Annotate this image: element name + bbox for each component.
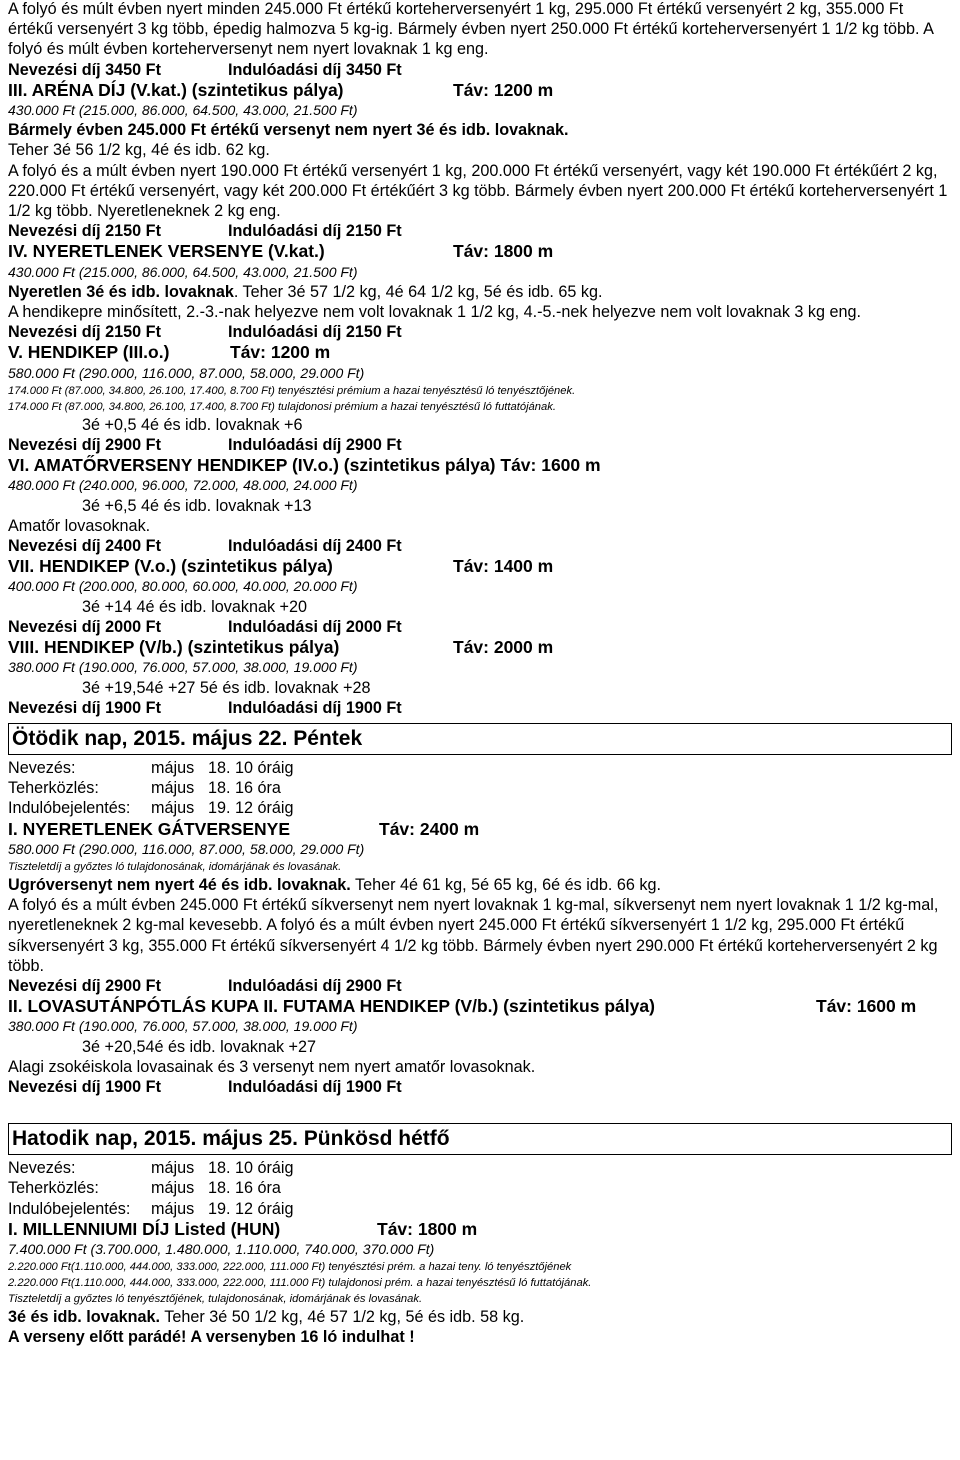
- race-8-prizes: 380.000 Ft (190.000, 76.000, 57.000, 38.000, 19.000 Ft): [8, 659, 358, 676]
- day-5-race-1-trophy-note: Tiszteletdíj a győztes ló tulajdonosának, idomárjának és lovasának.: [8, 860, 342, 873]
- entry-fee: Nevezési díj 1900 Ft: [8, 1077, 161, 1096]
- race-4-fee-line: [8, 322, 952, 342]
- race-7-handicap: 3é +14 4é és idb. lovaknak +20: [82, 597, 307, 616]
- day-6-race-1-title: I. MILLENNIUMI DÍJ Listed (HUN): [8, 1218, 281, 1239]
- race-8-handicap: 3é +19,54é +27 5é és idb. lovaknak +28: [82, 678, 371, 697]
- day-6-race-1-title-line: [8, 1219, 952, 1239]
- day-6-race-1-condition-rest: Teher 3é 50 1/2 kg, 4é 57 1/2 kg, 5é és idb. 58 kg.: [160, 1308, 525, 1327]
- day-6-race-1-owner-premium: 2.220.000 Ft(1.110.000, 444.000, 333.000, 222.000, 111.000 Ft) tulajdonosi prém. a hazai tenyésztésű ló futtatójának.: [8, 1277, 592, 1290]
- race-5-title-line: [8, 342, 952, 362]
- starting-fee: Indulóadási díj 2150 Ft: [228, 323, 402, 342]
- schedule-month: május: [151, 758, 195, 777]
- schedule-value: 18. 10 óráig: [208, 758, 294, 777]
- race-8-title-line: [8, 637, 952, 657]
- top-fee-line: [8, 60, 952, 80]
- day-6-race-1-condition: [8, 1307, 952, 1327]
- day-6-header: Hatodik nap, 2015. május 25. Pünkösd hétfő: [8, 1123, 952, 1155]
- schedule-row: [8, 798, 952, 818]
- race-5-breeder-premium: 174.000 Ft (87.000, 34.800, 26.100, 17.400, 8.700 Ft) tenyésztési prémium a hazai tenyésztésű ló tenyésztőjének.: [8, 384, 576, 397]
- day-5-race-2-condition: Alagi zsokéiskola lovasainak és 3 versenyt nem nyert amatőr lovasoknak.: [8, 1057, 536, 1076]
- day-5-race-2-distance: Táv: 1600 m: [816, 996, 917, 1017]
- day-5-race-1-title: I. NYERETLENEK GÁTVERSENYE: [8, 818, 290, 839]
- schedule-month: május: [151, 1159, 195, 1178]
- day-5-race-1-paragraph: A folyó és a múlt évben 245.000 Ft értékű síkversenyt nem nyert lovaknak 1 kg-mal, síkversenyt nem nyert lovaknak 1 1/2 kg-mal, nyeretleneknek 2 kg-mal kevesebb. A folyó és a múlt évben nyert 245.000 Ft értékű síkversenyért 1 1/2 kg, 295.000 Ft értékű síkversenyért 3 kg, 355.000 Ft értékű síkversenyért 4 1/2 kg több. Bármely évben nyert 290.000 Ft értékű korteherversenyért 2 kg több.: [8, 896, 939, 975]
- day-5-race-2-fee-line: [8, 1077, 952, 1097]
- schedule-value: 19. 12 óráig: [208, 1199, 294, 1218]
- day-6-race-1-prizes: 7.400.000 Ft (3.700.000, 1.480.000, 1.110.000, 740.000, 370.000 Ft): [8, 1240, 435, 1257]
- race-4-condition-rest: . Teher 3é 57 1/2 kg, 4é 64 1/2 kg, 5é és idb. 65 kg.: [233, 282, 603, 301]
- entry-fee: Nevezési díj 2000 Ft: [8, 617, 161, 636]
- race-4-condition: [8, 282, 952, 302]
- day-5-race-2-title: II. LOVASUTÁNPÓTLÁS KUPA II. FUTAMA HENDIKEP (V/b.) (szintetikus pálya): [8, 996, 655, 1017]
- schedule-value: 18. 10 óráig: [208, 1159, 294, 1178]
- starting-fee: Indulóadási díj 2000 Ft: [228, 617, 402, 636]
- day-5-race-2-title-line: [8, 996, 952, 1016]
- day-5-race-1-prizes: 580.000 Ft (290.000, 116.000, 87.000, 58.000, 29.000 Ft): [8, 840, 365, 857]
- day-5-race-2-prizes: 380.000 Ft (190.000, 76.000, 57.000, 38.000, 19.000 Ft): [8, 1018, 358, 1035]
- starting-fee: Indulóadási díj 1900 Ft: [228, 698, 402, 717]
- starting-fee: Indulóadási díj 3450 Ft: [228, 60, 402, 79]
- race-4-paragraph: A hendikepre minősített, 2.-3.-nak helyezve nem volt lovaknak 1 1/2 kg, 4.-5.-nek helyezve nem volt lovaknak 3 kg eng.: [8, 303, 862, 322]
- race-8-title: VIII. HENDIKEP (V/b.) (szintetikus pálya): [8, 637, 340, 658]
- entry-fee: Nevezési díj 2150 Ft: [8, 222, 161, 241]
- day-5-race-1-title-line: [8, 819, 952, 839]
- race-8-distance: Táv: 2000 m: [453, 637, 554, 658]
- race-7-title: VII. HENDIKEP (V.o.) (szintetikus pálya): [8, 556, 333, 577]
- race-5-fee-line: [8, 435, 952, 455]
- race-7-prizes: 400.000 Ft (200.000, 80.000, 60.000, 40.000, 20.000 Ft): [8, 578, 358, 595]
- schedule-month: május: [151, 799, 195, 818]
- day-6-race-1-parade-note: A verseny előtt parádé! A versenyben 16 ló indulhat !: [8, 1328, 415, 1347]
- day-5-race-2-handicap: 3é +20,54é és idb. lovaknak +27: [82, 1037, 316, 1056]
- race-5-title: V. HENDIKEP (III.o.): [8, 342, 170, 363]
- day-6-race-1-breeder-premium: 2.220.000 Ft(1.110.000, 444.000, 333.000, 222.000, 111.000 Ft) tenyésztési prém. a hazai teny. ló tenyésztőjének: [8, 1261, 572, 1274]
- race-8-fee-line: [8, 698, 952, 718]
- race-4-title: IV. NYERETLENEK VERSENYE (V.kat.): [8, 241, 325, 262]
- race-7-distance: Táv: 1400 m: [453, 556, 554, 577]
- schedule-row: [8, 1158, 952, 1178]
- race-3-title-line: [8, 80, 952, 100]
- day-5-race-1-distance: Táv: 2400 m: [379, 818, 480, 839]
- schedule-month: május: [151, 1199, 195, 1218]
- race-4-distance: Táv: 1800 m: [453, 241, 554, 262]
- race-5-prizes: 580.000 Ft (290.000, 116.000, 87.000, 58.000, 29.000 Ft): [8, 364, 365, 381]
- race-3-condition-1: Bármely évben 245.000 Ft értékű versenyt nem nyert 3é és idb. lovaknak.: [8, 121, 569, 140]
- race-3-distance: Táv: 1200 m: [453, 79, 554, 100]
- entry-fee: Nevezési díj 2400 Ft: [8, 537, 161, 556]
- starting-fee: Indulóadási díj 2150 Ft: [228, 222, 402, 241]
- race-6-condition: Amatőr lovasoknak.: [8, 516, 151, 535]
- schedule-value: 18. 16 óra: [208, 1179, 281, 1198]
- starting-fee: Indulóadási díj 2400 Ft: [228, 537, 402, 556]
- race-3-condition-2: Teher 3é 56 1/2 kg, 4é és idb. 62 kg.: [8, 141, 270, 160]
- day-6-race-1-trophy-note: Tiszteletdíj a győztes ló tenyésztőjének, tulajdonosának, idomárjának és lovasának.: [8, 1293, 423, 1306]
- race-5-owner-premium: 174.000 Ft (87.000, 34.800, 26.100, 17.400, 8.700 Ft) tulajdonosi prémium a hazai tenyésztésű ló futtatójának.: [8, 400, 556, 413]
- schedule-row: [8, 1199, 952, 1219]
- day-5-race-1-fee-line: [8, 976, 952, 996]
- day-5-race-1-condition-rest: Teher 4é 61 kg, 5é 65 kg, 6é és idb. 66 kg.: [350, 875, 661, 894]
- race-5-distance: Táv: 1200 m: [230, 342, 331, 363]
- schedule-value: 19. 12 óráig: [208, 799, 294, 818]
- day-6-schedule: [8, 1158, 952, 1219]
- schedule-key: Teherközlés:: [8, 1179, 99, 1198]
- day-5-header: Ötödik nap, 2015. május 22. Péntek: [8, 723, 952, 755]
- schedule-row: [8, 758, 952, 778]
- schedule-month: május: [151, 1179, 195, 1198]
- schedule-row: [8, 1178, 952, 1198]
- starting-fee: Indulóadási díj 2900 Ft: [228, 436, 402, 455]
- entry-fee: Nevezési díj 2150 Ft: [8, 323, 161, 342]
- race-3-title: III. ARÉNA DÍJ (V.kat.) (szintetikus pálya): [8, 79, 344, 100]
- schedule-key: Nevezés:: [8, 1159, 76, 1178]
- race-6-handicap: 3é +6,5 4é és idb. lovaknak +13: [82, 496, 312, 515]
- starting-fee: Indulóadási díj 1900 Ft: [228, 1077, 402, 1096]
- entry-fee: Nevezési díj 1900 Ft: [8, 698, 161, 717]
- race-3-fee-line: [8, 221, 952, 241]
- race-4-prizes: 430.000 Ft (215.000, 86.000, 64.500, 43.000, 21.500 Ft): [8, 263, 358, 280]
- schedule-key: Indulóbejelentés:: [8, 799, 131, 818]
- race-4-title-line: [8, 241, 952, 261]
- race-6-fee-line: [8, 536, 952, 556]
- schedule-value: 18. 16 óra: [208, 779, 281, 798]
- race-5-handicap: 3é +0,5 4é és idb. lovaknak +6: [82, 415, 303, 434]
- entry-fee: Nevezési díj 2900 Ft: [8, 976, 161, 995]
- schedule-key: Nevezés:: [8, 758, 76, 777]
- top-conditions-paragraph: A folyó és múlt évben nyert minden 245.000 Ft értékű korteherversenyért 1 kg, 295.000 Ft értékű versenyért 2 kg, 355.000 Ft értékű versenyért 3 kg több, épedig halmozva 5 kg-ig. Bármely évben nyert 250.000 Ft értékű korteherversenyért 1 1/2 kg több. A folyó és múlt évben korteherversenyt nem nyert lovaknak 1 kg eng.: [8, 0, 934, 59]
- race-4-condition-bold: Nyeretlen 3é és idb. lovaknak: [8, 282, 234, 301]
- day-6-race-1-distance: Táv: 1800 m: [377, 1218, 478, 1239]
- schedule-key: Teherközlés:: [8, 779, 99, 798]
- schedule-key: Indulóbejelentés:: [8, 1199, 131, 1218]
- day-5-race-1-condition-bold: Ugróversenyt nem nyert 4é és idb. lovaknak.: [8, 875, 351, 894]
- race-3-prizes: 430.000 Ft (215.000, 86.000, 64.500, 43.000, 21.500 Ft): [8, 102, 358, 119]
- race-7-title-line: [8, 556, 952, 576]
- day-5-schedule: [8, 758, 952, 819]
- starting-fee: Indulóadási díj 2900 Ft: [228, 976, 402, 995]
- race-7-fee-line: [8, 617, 952, 637]
- day-5-race-1-condition: [8, 875, 952, 895]
- race-6-title: VI. AMATŐRVERSENY HENDIKEP (IV.o.) (szintetikus pálya) Táv: 1600 m: [8, 455, 601, 476]
- entry-fee: Nevezési díj 3450 Ft: [8, 60, 161, 79]
- day-6-race-1-condition-bold: 3é és idb. lovaknak.: [8, 1308, 161, 1327]
- race-6-prizes: 480.000 Ft (240.000, 96.000, 72.000, 48.000, 24.000 Ft): [8, 477, 358, 494]
- race-3-paragraph: A folyó és a múlt évben nyert 190.000 Ft értékű versenyért 1 kg, 200.000 Ft értékű versenyért, vagy két 190.000 Ft értékűért 2 kg, 220.000 Ft értékű versenyért, vagy két 200.000 Ft értékűért 3 kg több. Bármely évben nyert 200.000 Ft értékű korteherversenyért 1 1/2 kg több. Nyeretleneknek 2 kg eng.: [8, 161, 948, 221]
- schedule-month: május: [151, 779, 195, 798]
- schedule-row: [8, 778, 952, 798]
- entry-fee: Nevezési díj 2900 Ft: [8, 436, 161, 455]
